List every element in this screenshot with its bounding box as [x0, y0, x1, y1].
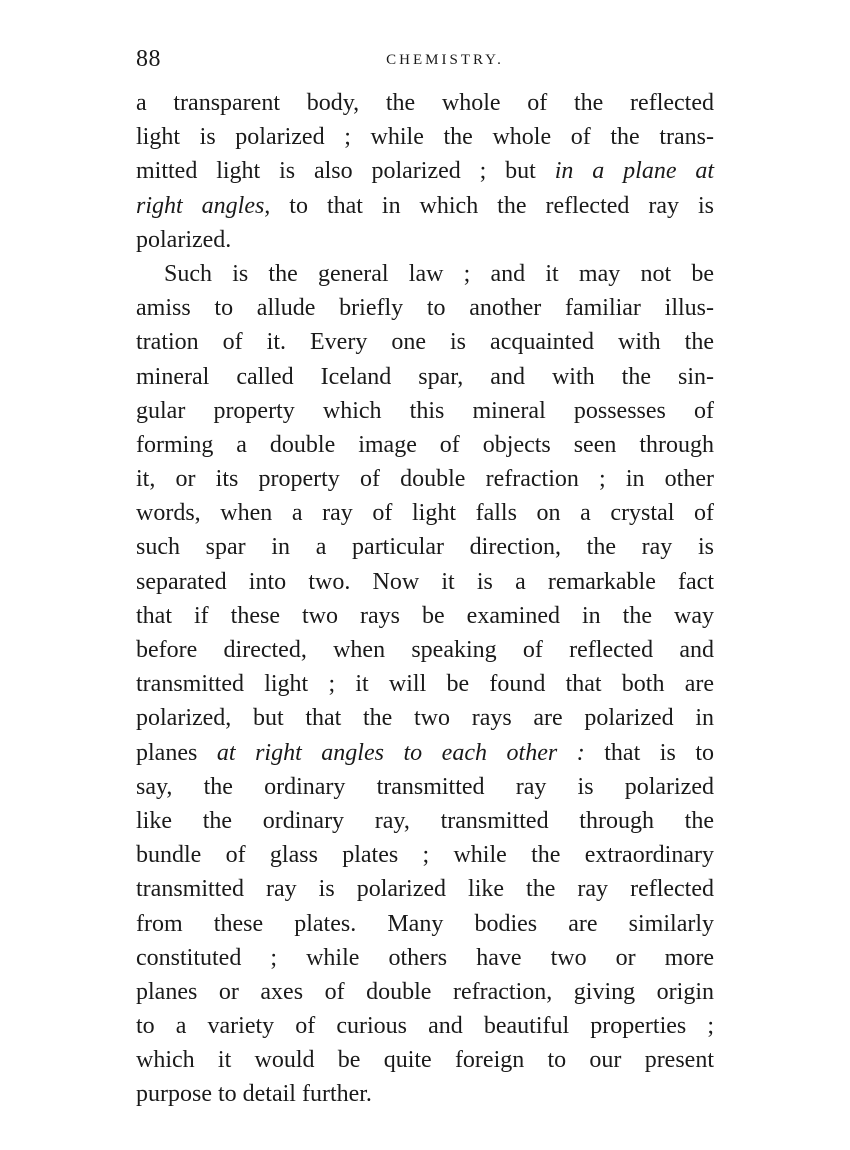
text-line: gular property which this mineral possesses of: [136, 397, 714, 424]
text-line: words, when a ray of light falls on a crystal of: [136, 500, 714, 527]
text-line: [136, 189, 714, 223]
text-line: [136, 736, 714, 770]
text-line: such spar in a particular direction, the ray is: [136, 534, 714, 561]
running-head: CHEMISTRY.: [386, 52, 504, 68]
text-line: purpose to detail further.: [136, 1081, 372, 1108]
italic-phrase: right angles,: [136, 192, 271, 219]
page-number: 88: [136, 46, 161, 72]
text-line: constituted ; while others have two or more: [136, 944, 714, 971]
page-header: [136, 44, 714, 78]
text-line: which it would be quite foreign to our present: [136, 1047, 714, 1074]
text-line: like the ordinary ray, transmitted through the: [136, 807, 714, 834]
text-line: separated into two. Now it is a remarkable fact: [136, 568, 714, 595]
text-line: say, the ordinary transmitted ray is polarized: [136, 773, 714, 800]
italic-phrase: at right angles to each other :: [216, 739, 585, 766]
text-line: forming a double image of objects seen through: [136, 431, 714, 458]
text-line: transmitted light ; it will be found that both are: [136, 671, 714, 698]
text-line: a transparent body, the whole of the reflected: [136, 90, 714, 116]
text-line: that if these two rays be examined in the way: [136, 602, 714, 629]
text-line: polarized, but that the two rays are polarized in: [136, 705, 714, 732]
text-line: it, or its property of double refraction ; in other: [136, 466, 714, 493]
text-line: to a variety of curious and beautiful properties ;: [136, 1013, 714, 1040]
text-line: polarized.: [136, 226, 232, 253]
text-line: before directed, when speaking of reflected and: [136, 637, 714, 663]
body-text: [136, 86, 714, 1112]
text-line: tration of it. Every one is acquainted with the: [136, 329, 714, 356]
italic-phrase: in a plane at: [554, 158, 715, 185]
text-line: amiss to allude briefly to another familiar illus-: [136, 295, 714, 322]
text-line: Such is the general law ; and it may not be: [164, 260, 714, 287]
text-line: planes or axes of double refraction, giving origin: [136, 978, 714, 1005]
text-line: bundle of glass plates ; while the extraordinary: [136, 842, 714, 869]
text-line: [136, 154, 714, 188]
text-fragment: to that in which the reflected ray is: [289, 192, 714, 219]
text-fragment: that is to: [604, 739, 715, 766]
text-fragment: planes: [136, 739, 198, 766]
text-line: mineral called Iceland spar, and with the sin-: [136, 363, 714, 390]
text-line: from these plates. Many bodies are similarly: [136, 910, 714, 937]
text-line: transmitted ray is polarized like the ray reflected: [136, 876, 714, 903]
text-fragment: mitted light is also polarized ; but: [136, 158, 536, 185]
text-line: light is polarized ; while the whole of the trans-: [136, 124, 714, 151]
